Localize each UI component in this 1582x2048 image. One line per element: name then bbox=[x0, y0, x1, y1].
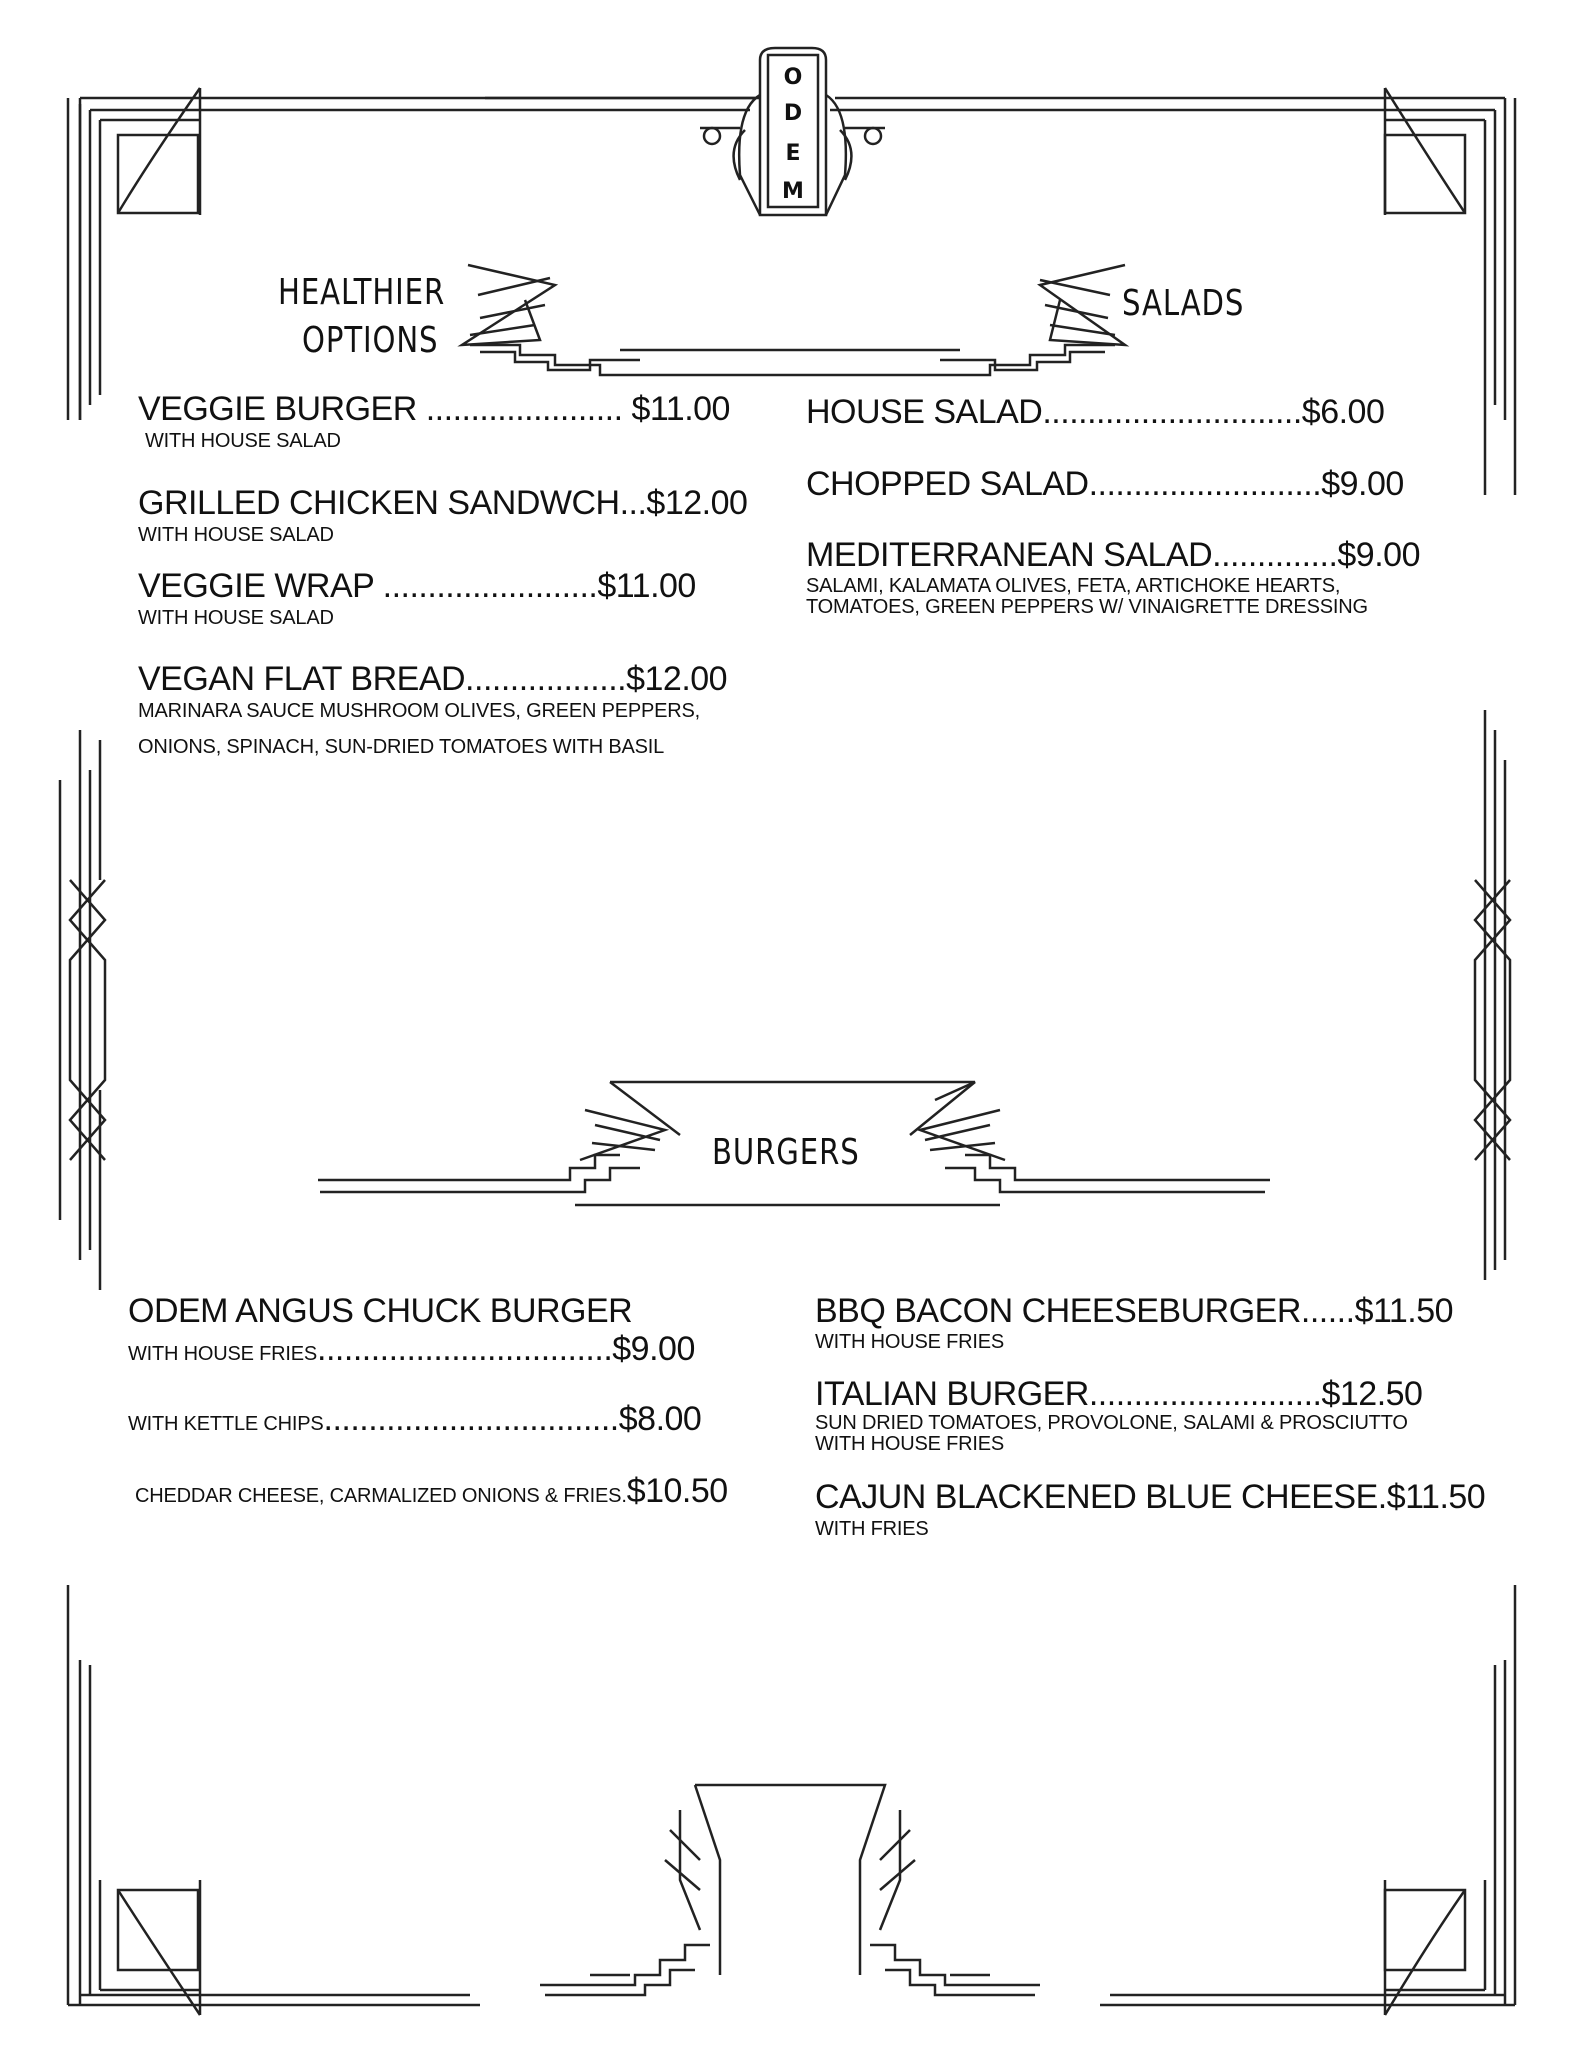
item-name: CHOPPED SALAD.......................... bbox=[806, 465, 1322, 503]
menu-item-bbq-bacon-cheeseburger bbox=[815, 1292, 1453, 1331]
burger-option-kettle-chips bbox=[128, 1400, 701, 1439]
heading-salads: SALADS bbox=[1122, 283, 1245, 324]
option-price: $9.00 bbox=[612, 1330, 695, 1368]
menu-item-odem-angus-chuck-burger: ODEM ANGUS CHUCK BURGER bbox=[128, 1292, 633, 1330]
svg-text:O: O bbox=[783, 65, 803, 90]
svg-text:M: M bbox=[782, 179, 804, 204]
heading-healthier-line1: HEALTHIER bbox=[278, 272, 446, 313]
option-label: CHEDDAR CHEESE, CARMALIZED ONIONS & FRIES. bbox=[135, 1485, 627, 1507]
item-price: $12.00 bbox=[646, 484, 748, 522]
item-name: ITALIAN BURGER.......................... bbox=[815, 1375, 1322, 1413]
menu-item-italian-burger bbox=[815, 1375, 1422, 1414]
corner-ornament-bottom-right bbox=[1100, 1585, 1515, 2015]
top-heading-banner bbox=[462, 265, 1125, 375]
item-name: VEGAN FLAT BREAD.................. bbox=[138, 660, 627, 698]
menu-item-veggie-burger bbox=[138, 390, 730, 429]
item-price: $11.50 bbox=[1386, 1478, 1486, 1516]
item-description: SUN DRIED TOMATOES, PROVOLONE, SALAMI & PROSCIUTTO bbox=[815, 1412, 1408, 1434]
menu-item-house-salad bbox=[806, 393, 1384, 432]
menu-item-vegan-flat-bread bbox=[138, 660, 727, 699]
item-description-line2: ONIONS, SPINACH, SUN-DRIED TOMATOES WITH BASIL bbox=[138, 736, 665, 758]
item-description: WITH HOUSE SALAD bbox=[138, 607, 334, 629]
item-description: WITH HOUSE FRIES bbox=[815, 1331, 1005, 1353]
item-price: $12.50 bbox=[1321, 1375, 1423, 1413]
option-price: $10.50 bbox=[626, 1472, 728, 1510]
item-name: MEDITERRANEAN SALAD.............. bbox=[806, 536, 1338, 574]
burger-option-cheddar bbox=[135, 1472, 728, 1511]
bottom-center-ornament bbox=[540, 1785, 1040, 1995]
item-price: $9.00 bbox=[1337, 536, 1420, 574]
burger-option-house-fries bbox=[128, 1330, 695, 1369]
menu-item-grilled-chicken-sandwich bbox=[138, 484, 747, 523]
svg-text:D: D bbox=[783, 101, 803, 126]
option-dots: ................................. bbox=[323, 1400, 619, 1438]
item-description: MARINARA SAUCE MUSHROOM OLIVES, GREEN PEPPERS, bbox=[138, 700, 701, 722]
heading-burgers: BURGERS bbox=[712, 1132, 860, 1173]
heading-healthier-line2: OPTIONS bbox=[302, 320, 439, 361]
item-description: SALAMI, KALAMATA OLIVES, FETA, ARTICHOKE HEARTS, bbox=[806, 575, 1341, 597]
item-name: HOUSE SALAD............................. bbox=[806, 393, 1302, 431]
item-price: $11.00 bbox=[597, 567, 696, 605]
item-price: $9.00 bbox=[1321, 465, 1404, 503]
side-ornament-right bbox=[1475, 710, 1510, 1280]
item-description-line2: WITH HOUSE FRIES bbox=[815, 1433, 1005, 1455]
item-description-line2: TOMATOES, GREEN PEPPERS W/ VINAIGRETTE DRESSING bbox=[806, 596, 1368, 618]
item-description: WITH HOUSE SALAD bbox=[138, 524, 334, 546]
item-name: VEGGIE BURGER ...................... bbox=[138, 390, 623, 428]
menu-item-mediterranean-salad bbox=[806, 536, 1420, 575]
item-description: WITH FRIES bbox=[815, 1518, 929, 1540]
menu-item-chopped-salad bbox=[806, 465, 1404, 504]
option-label: WITH HOUSE FRIES bbox=[128, 1343, 318, 1365]
option-price: $8.00 bbox=[618, 1400, 702, 1438]
menu-item-veggie-wrap bbox=[138, 567, 696, 606]
svg-text:E: E bbox=[785, 141, 801, 166]
item-price: $12.00 bbox=[626, 660, 728, 698]
option-dots: ................................. bbox=[317, 1330, 613, 1368]
corner-ornament-bottom-left bbox=[68, 1585, 480, 2015]
item-price: $11.50 bbox=[1354, 1292, 1454, 1330]
item-name: CAJUN BLACKENED BLUE CHEESE. bbox=[815, 1478, 1387, 1516]
option-label: WITH KETTLE CHIPS bbox=[128, 1413, 324, 1435]
item-description: WITH HOUSE SALAD bbox=[145, 430, 341, 452]
item-name: GRILLED CHICKEN SANDWCH... bbox=[138, 484, 647, 522]
side-ornament-left bbox=[60, 730, 105, 1290]
corner-ornament-top-left bbox=[68, 88, 760, 420]
item-price: $11.00 bbox=[631, 390, 730, 428]
item-name: BBQ BACON CHEESEBURGER...... bbox=[815, 1292, 1355, 1330]
menu-item-cajun-blackened-blue-cheese bbox=[815, 1478, 1485, 1517]
item-price: $6.00 bbox=[1301, 393, 1385, 431]
item-name: VEGGIE WRAP ........................ bbox=[138, 567, 598, 605]
odem-logo bbox=[700, 48, 885, 215]
